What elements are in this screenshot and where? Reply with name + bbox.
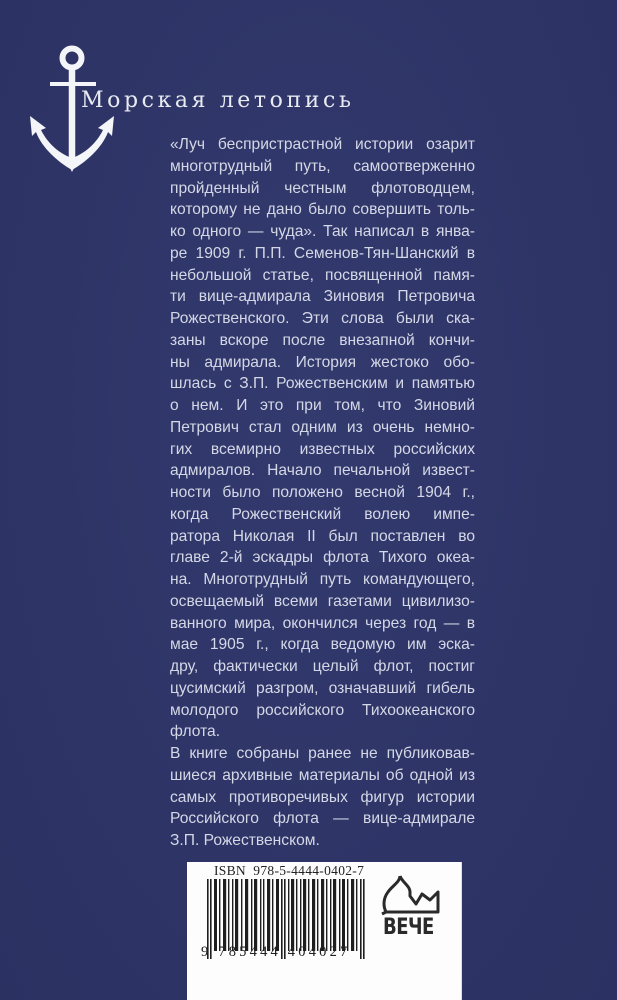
blurb-line: молодого российского Тихоокеанского — [170, 701, 475, 719]
blurb-line: Рожественского. Эти слова были ска- — [170, 310, 475, 327]
blurb-text — [170, 134, 475, 852]
blurb-line: мае 1905 г., когда ведомую им эска- — [170, 636, 475, 654]
blurb-line: флота. — [170, 723, 221, 741]
isbn-panel — [187, 862, 461, 1000]
blurb-line: ванного мира, окончился через год — в — [170, 614, 475, 632]
blurb-line: гих всемирно известных российских — [170, 440, 475, 458]
blurb-line: В книге собраны ранее не публиковав- — [170, 745, 475, 762]
blurb-line: заны вскоре после внезапной кончи- — [170, 331, 475, 349]
blurb-line: главе 2-й эскадры флота Тихого океа- — [170, 549, 475, 567]
blurb-line: небольшой статье, посвященной памя- — [170, 266, 475, 284]
blurb-line: З.П. Рожественском. — [170, 832, 320, 849]
blurb-line: Российского флота — вице-адмирале — [170, 810, 475, 828]
blurb-line: о нем. И это при том, что Зиновий — [170, 397, 475, 414]
barcode-digits: 9 785444 404027 — [201, 944, 351, 960]
blurb-line: шиеся архивные материалы об одной из — [170, 766, 475, 784]
blurb-line: которому не дано было совершить толь- — [170, 201, 475, 219]
blurb-line: самых противоречивых фигур истории — [170, 788, 475, 806]
blurb-line: освещаемый всеми газетами цивилизо- — [170, 592, 475, 610]
blurb-line: пройденный честным флотоводцем, — [170, 179, 475, 197]
blurb-line: дру, фактически целый флот, постиг — [170, 658, 475, 675]
blurb-line: ны адмирала. История жестоко обо- — [170, 353, 475, 371]
blurb-line: цусимский разгром, означавший гибель — [170, 679, 475, 697]
blurb-line: ре 1909 г. П.П. Семенов-Тян-Шанский в — [170, 244, 475, 262]
isbn-number: ISBN 978-5-4444-0402-7 — [214, 863, 365, 878]
blurb-line: ратора Николая II был поставлен во — [170, 527, 475, 545]
series-title: Морская летопись — [81, 88, 355, 113]
blurb-line: шлась с З.П. Рожественским и памятью — [170, 375, 475, 393]
blurb-line: на. Многотрудный путь командующего, — [170, 571, 475, 588]
blurb-line: когда Рожественский волею импе- — [170, 505, 475, 523]
publisher-name: ВЕЧЕ — [383, 914, 434, 941]
blurb-line: адмиралов. Начало печальной извест- — [170, 462, 475, 480]
blurb-line: Петрович стал одним из очень немно- — [170, 418, 475, 436]
blurb-line: ти вице-адмирала Зиновия Петровича — [170, 288, 475, 306]
blurb-line: ко одного — чуда». Так написал в янва- — [170, 223, 475, 240]
blurb-line: ности было положено весной 1904 г., — [170, 484, 475, 501]
blurb-line: «Луч беспристрастной истории озарит — [170, 136, 475, 153]
blurb-line: многотрудный путь, самоотверженно — [170, 157, 475, 175]
